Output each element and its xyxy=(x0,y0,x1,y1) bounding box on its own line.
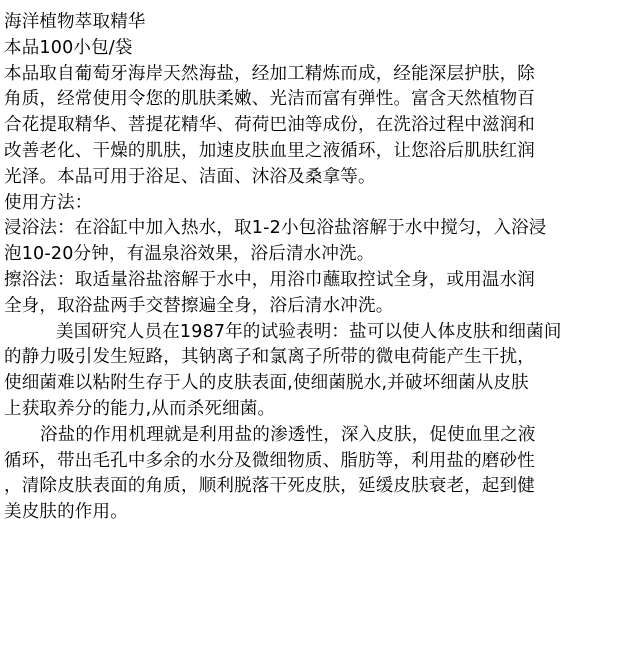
bath-method-line: 泡10-20分钟，有温泉浴效果，浴后清水冲洗。 xyxy=(4,244,375,265)
product-title: 海洋植物萃取精华 xyxy=(4,12,146,32)
research-paragraph xyxy=(4,320,614,423)
intro-line: 合花提取精华、菩提花精华、荷荷巴油等成份，在洗浴过程中滋润和 xyxy=(4,115,535,136)
bath-method-line: 浸浴法：在浴缸中加入热水，取1-2小包浴盐溶解于水中搅匀，入浴浸 xyxy=(4,218,547,239)
intro-line: 本品取自葡萄牙海岸天然海盐，经加工精炼而成，经能深层护肤，除 xyxy=(4,63,535,84)
mechanism-line: 循环，带出毛孔中多余的水分及微细物质、脂肪等，利用盐的磨砂性 xyxy=(4,450,535,471)
scrub-method-paragraph xyxy=(4,268,614,320)
research-line: 美国研究人员在1987年的试验表明：盐可以使人体皮肤和细菌间 xyxy=(56,321,562,342)
research-line: 的静力吸引发生短路，其钠离子和氯离子所带的微电荷能产生干扰， xyxy=(4,347,535,368)
scrub-method-line: 全身，取浴盐两手交替擦遍全身，浴后清水冲洗。 xyxy=(4,295,394,316)
usage-heading: 使用方法： xyxy=(4,192,93,213)
intro-paragraph xyxy=(4,62,614,191)
mechanism-line: 美皮肤的作用。 xyxy=(4,502,128,523)
research-line: 使细菌难以粘附生存于人的皮肤表面,使细菌脱水,并破坏细菌从皮肤 xyxy=(4,373,529,394)
intro-line: 角质，经常使用令您的肌肤柔嫩、光洁而富有弹性。富含天然植物百 xyxy=(4,89,535,110)
mechanism-line: 浴盐的作用机理就是利用盐的渗透性，深入皮肤，促使血里之液 xyxy=(40,424,536,445)
mechanism-line: ，清除皮肤表面的角质，顺利脱落干死皮肤，延缓皮肤衰老，起到健 xyxy=(4,476,535,497)
document-page xyxy=(4,10,614,526)
intro-line: 改善老化、干燥的肌肤，加速皮肤血里之液循环，让您浴后肌肤红润 xyxy=(4,140,535,161)
intro-line: 光泽。本品可用于浴足、洁面、沐浴及桑拿等。 xyxy=(4,166,376,187)
research-line: 上获取养分的能力,从而杀死细菌。 xyxy=(4,398,276,419)
scrub-method-line: 擦浴法：取适量浴盐溶解于水中，用浴巾蘸取控试全身，或用温水润 xyxy=(4,269,535,290)
mechanism-paragraph xyxy=(4,423,614,526)
product-spec: 本品100小包/袋 xyxy=(4,37,133,58)
bath-method-paragraph xyxy=(4,216,614,268)
